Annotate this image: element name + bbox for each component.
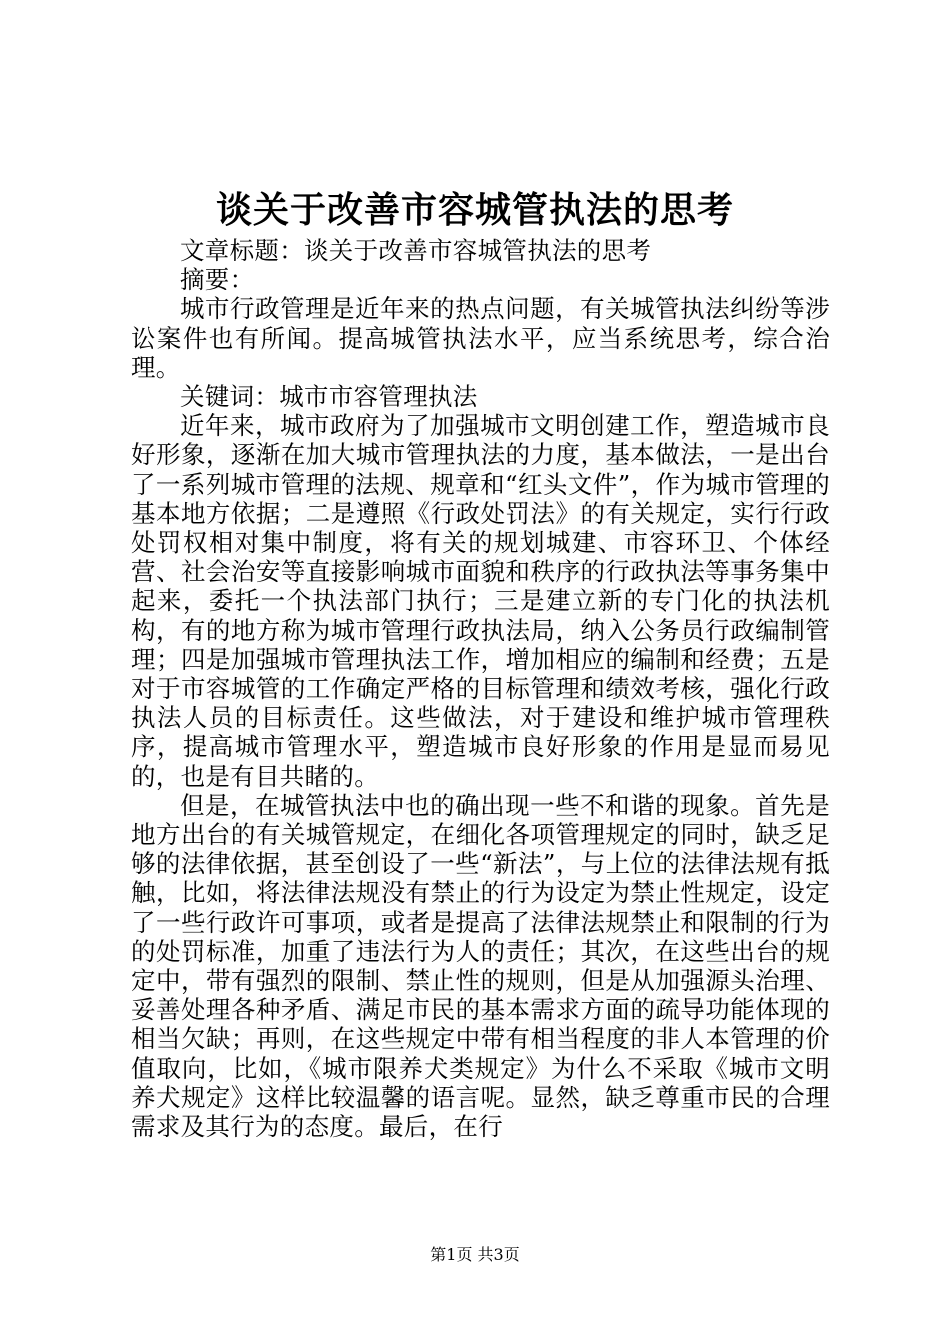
document-title: 谈关于改善市容城管执法的思考 (215, 189, 734, 231)
abstract-paragraph: 城市行政管理是近年来的热点问题，有关城管执法纠纷等涉讼案件也有所闻。提高城管执法水平，应当系统思考，综合治理。 (131, 294, 830, 382)
page-number-footer: 第1页 共3页 (430, 1245, 520, 1264)
keywords-line: 关键词：城市市容管理执法 (180, 382, 478, 412)
article-title-line: 文章标题：谈关于改善市容城管执法的思考 (180, 236, 652, 265)
body-paragraph: 近年来，城市政府为了加强城市文明创建工作，塑造城市良好形象，逐渐在加大城市管理执法的力度，基本做法，一是出台了一系列城市管理的法规、规章和“红头文件”，作为城市管理的基本地方依据；二是遵照《行政处罚法》的有关规定，实行行政处罚权相对集中制度，将有关的规划城建、市容环卫、个体经营、社会治安等直接影响城市面貌和秩序的行政执法等事务集中起来，委托一个执法部门执行；三是建立新的专门化的执法机构，有的地方称为城市管理行政执法局，纳入公务员行政编制管理；四是加强城市管理执法工作，增加相应的编制和经费；五是对于市容城管的工作确定严格的目标管理和绩效考核，强化行政执法人员的目标责任。这些做法，对于建设和维护城市管理秩序，提高城市管理水平，塑造城市良好形象的作用是显而易见的，也是有目共睹的。 (131, 411, 830, 791)
body-paragraph: 但是，在城管执法中也的确出现一些不和谐的现象。首先是地方出台的有关城管规定，在细化各项管理规定的同时，缺乏足够的法律依据，甚至创设了一些“新法”，与上位的法律法规有抵触，比如，将法律法规没有禁止的行为设定为禁止性规定，设定了一些行政许可事项，或者是提高了法律法规禁止和限制的行为的处罚标准，加重了违法行为人的责任；其次，在这些出台的规定中，带有强烈的限制、禁止性的规则，但是从加强源头治理、妥善处理各种矛盾、满足市民的基本需求方面的疏导功能体现的相当欠缺；再则，在这些规定中带有相当程度的非人本管理的价值取向，比如，《城市限养犬类规定》为什么不采取《城市文明养犬规定》这样比较温馨的语言呢。显然，缺乏尊重市民的合理需求及其行为的态度。最后，在行 (131, 790, 830, 1142)
abstract-heading: 摘要： (180, 265, 255, 295)
document-body (131, 236, 830, 1141)
